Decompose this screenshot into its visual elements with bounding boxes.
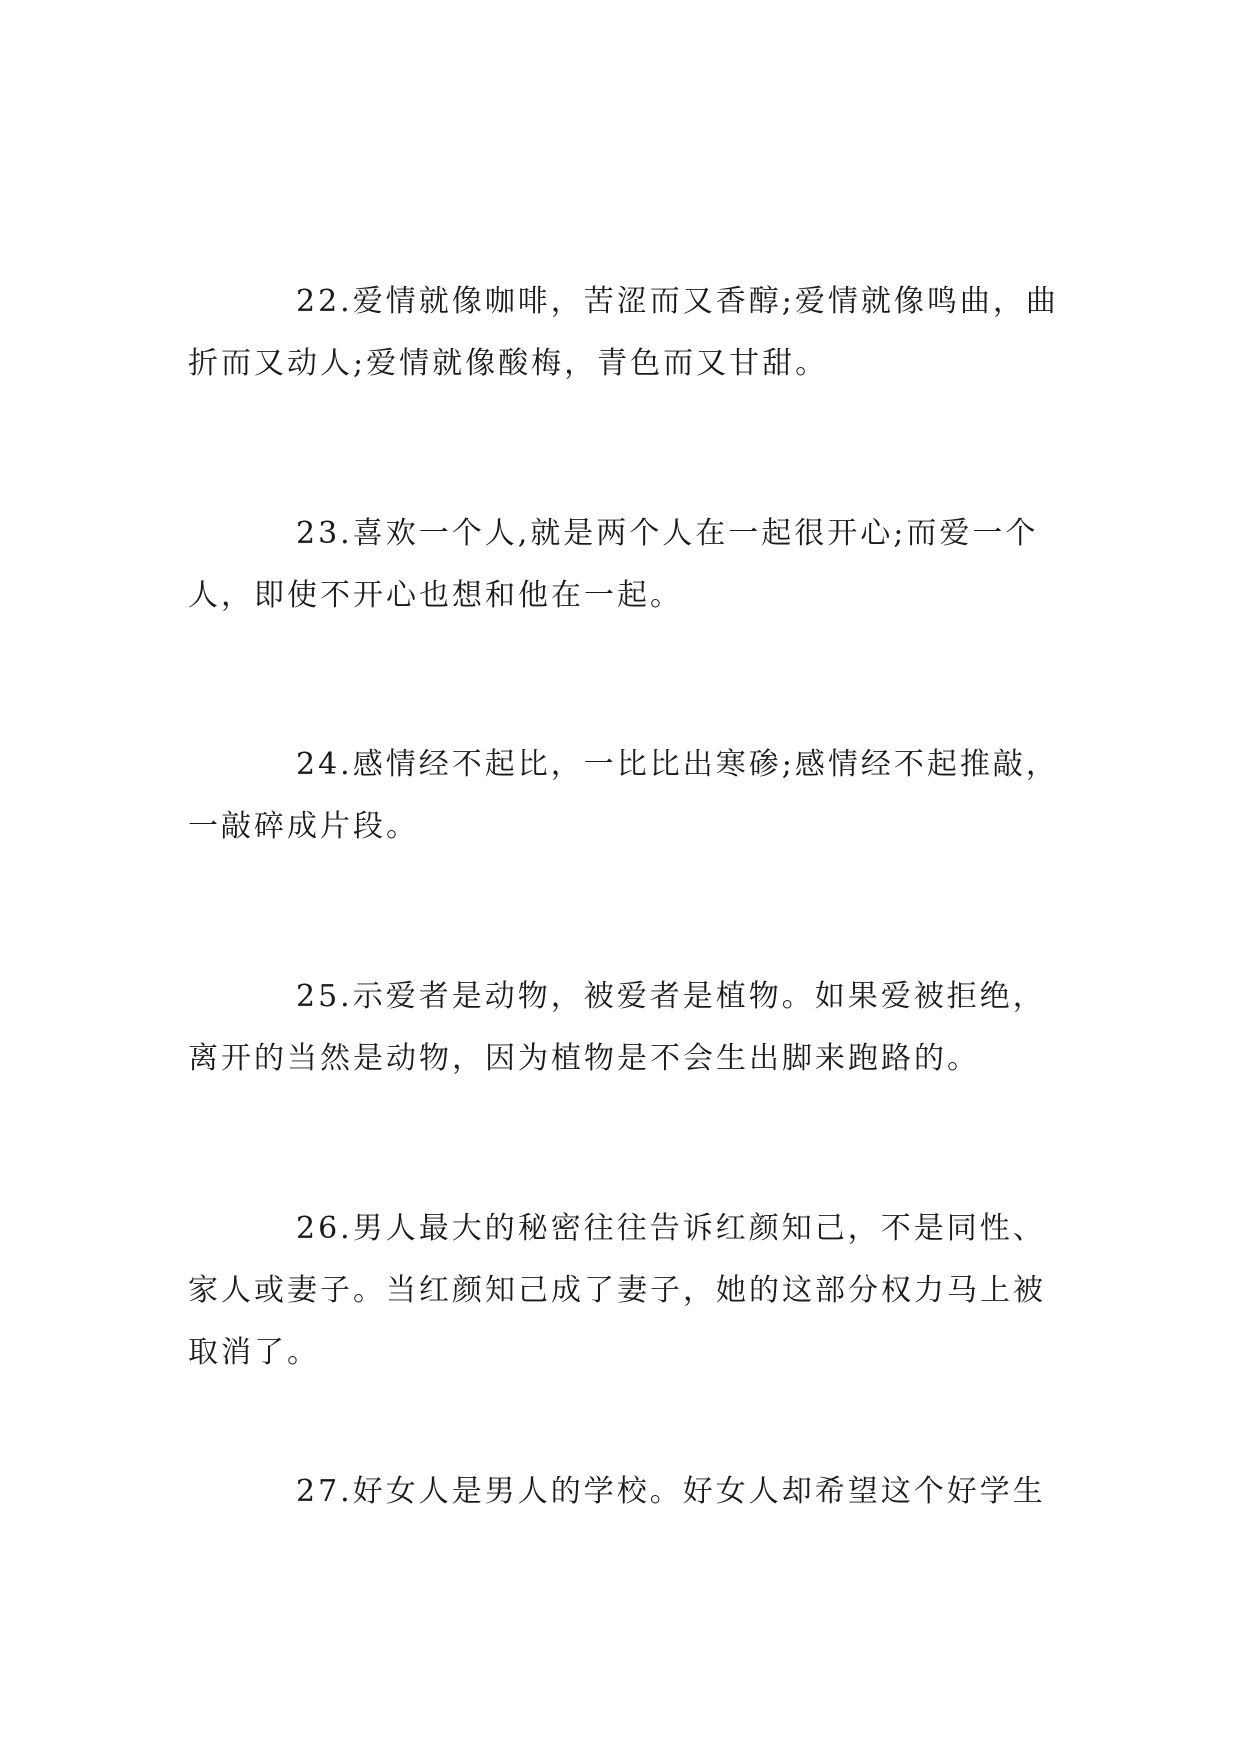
paragraph-24: 24.感情经不起比，一比比出寒碜;感情经不起推敲，一敲碎成片段。 — [188, 747, 1059, 844]
paragraph-25: 25.示爱者是动物，被爱者是植物。如果爱被拒绝，离开的当然是动物，因为植物是不会生出脚来跑路的。 — [188, 979, 1046, 1076]
paragraph-27: 27.好女人是男人的学校。好女人却希望这个好学生 — [296, 1474, 1046, 1509]
paragraph-26: 26.男人最大的秘密往往告诉红颜知己，不是同性、家人或妻子。当红颜知己成了妻子，她的这部分权力马上被取消了。 — [188, 1211, 1046, 1370]
paragraph-22: 22.爱情就像咖啡，苦涩而又香醇;爱情就像鸣曲，曲折而又动人;爱情就像酸梅，青色而又甘甜。 — [188, 284, 1059, 381]
paragraph-23: 23.喜欢一个人,就是两个人在一起很开心;而爱一个人，即使不开心也想和他在一起。 — [188, 516, 1039, 613]
